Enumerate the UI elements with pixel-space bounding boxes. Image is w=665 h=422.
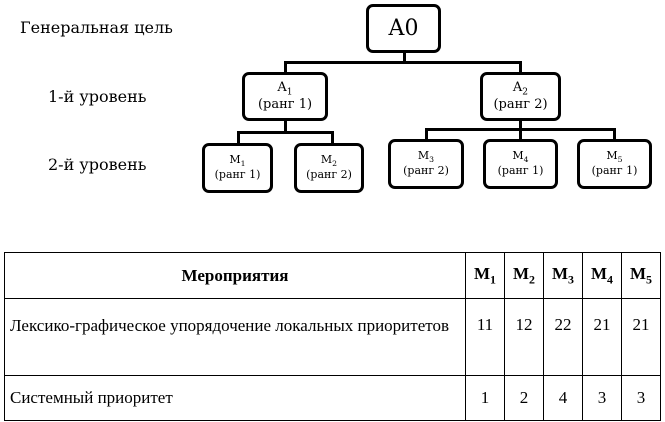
cell: 1	[466, 376, 505, 421]
header-measures: Мероприятия	[5, 253, 466, 299]
node-a2	[480, 72, 561, 121]
header-m2: $М_2$	[505, 253, 544, 299]
node-rank: (ранг 1)	[257, 96, 313, 112]
header-m4: $М_4$	[583, 253, 622, 299]
node-m3	[388, 139, 464, 189]
node-m1	[202, 143, 273, 193]
connector	[237, 131, 334, 134]
node-label: A0	[388, 15, 419, 41]
cell: 2	[505, 376, 544, 421]
node-label: $A_1$	[277, 79, 293, 98]
cell: 21	[583, 299, 622, 376]
node-label: $M_1$	[229, 153, 246, 169]
header-m5: $М_5$	[622, 253, 661, 299]
node-rank: (ранг 1)	[214, 168, 261, 182]
cell: 4	[544, 376, 583, 421]
node-label: $M_3$	[417, 149, 435, 165]
header-m1: $М_1$	[466, 253, 505, 299]
level-label-goal: Генеральная цель	[20, 18, 173, 37]
node-rank: (ранг 2)	[306, 168, 352, 182]
node-a0	[366, 4, 441, 53]
node-label: $M_2$	[320, 153, 338, 169]
cell: 11	[466, 299, 505, 376]
connector	[284, 61, 522, 64]
cell: 21	[622, 299, 661, 376]
node-label: $M_5$	[606, 149, 623, 165]
level-label-1: 1-й уровень	[48, 87, 147, 106]
cell: 12	[505, 299, 544, 376]
node-rank: (ранг 1)	[497, 164, 544, 178]
node-m5	[577, 139, 652, 189]
table-row	[5, 299, 661, 376]
cell: 3	[583, 376, 622, 421]
node-rank: (ранг 1)	[591, 164, 638, 178]
header-m3: $М_3$	[544, 253, 583, 299]
cell: 3	[622, 376, 661, 421]
node-a1	[242, 72, 328, 121]
node-rank: (ранг 2)	[403, 164, 449, 178]
cell: 22	[544, 299, 583, 376]
node-label: $A_2$	[512, 79, 529, 98]
node-rank: (ранг 2)	[493, 96, 548, 112]
node-label: $M_4$	[512, 149, 529, 165]
node-m2	[294, 143, 364, 193]
connector	[425, 128, 616, 131]
priority-table	[4, 252, 661, 421]
row-label: Лексико-графическое упорядочение локальных приоритетов	[5, 299, 466, 376]
node-m4	[483, 139, 558, 189]
level-label-2: 2-й уровень	[48, 155, 147, 174]
row-label: Системный приоритет	[5, 376, 466, 421]
table-header-row	[5, 253, 661, 299]
table-row	[5, 376, 661, 421]
